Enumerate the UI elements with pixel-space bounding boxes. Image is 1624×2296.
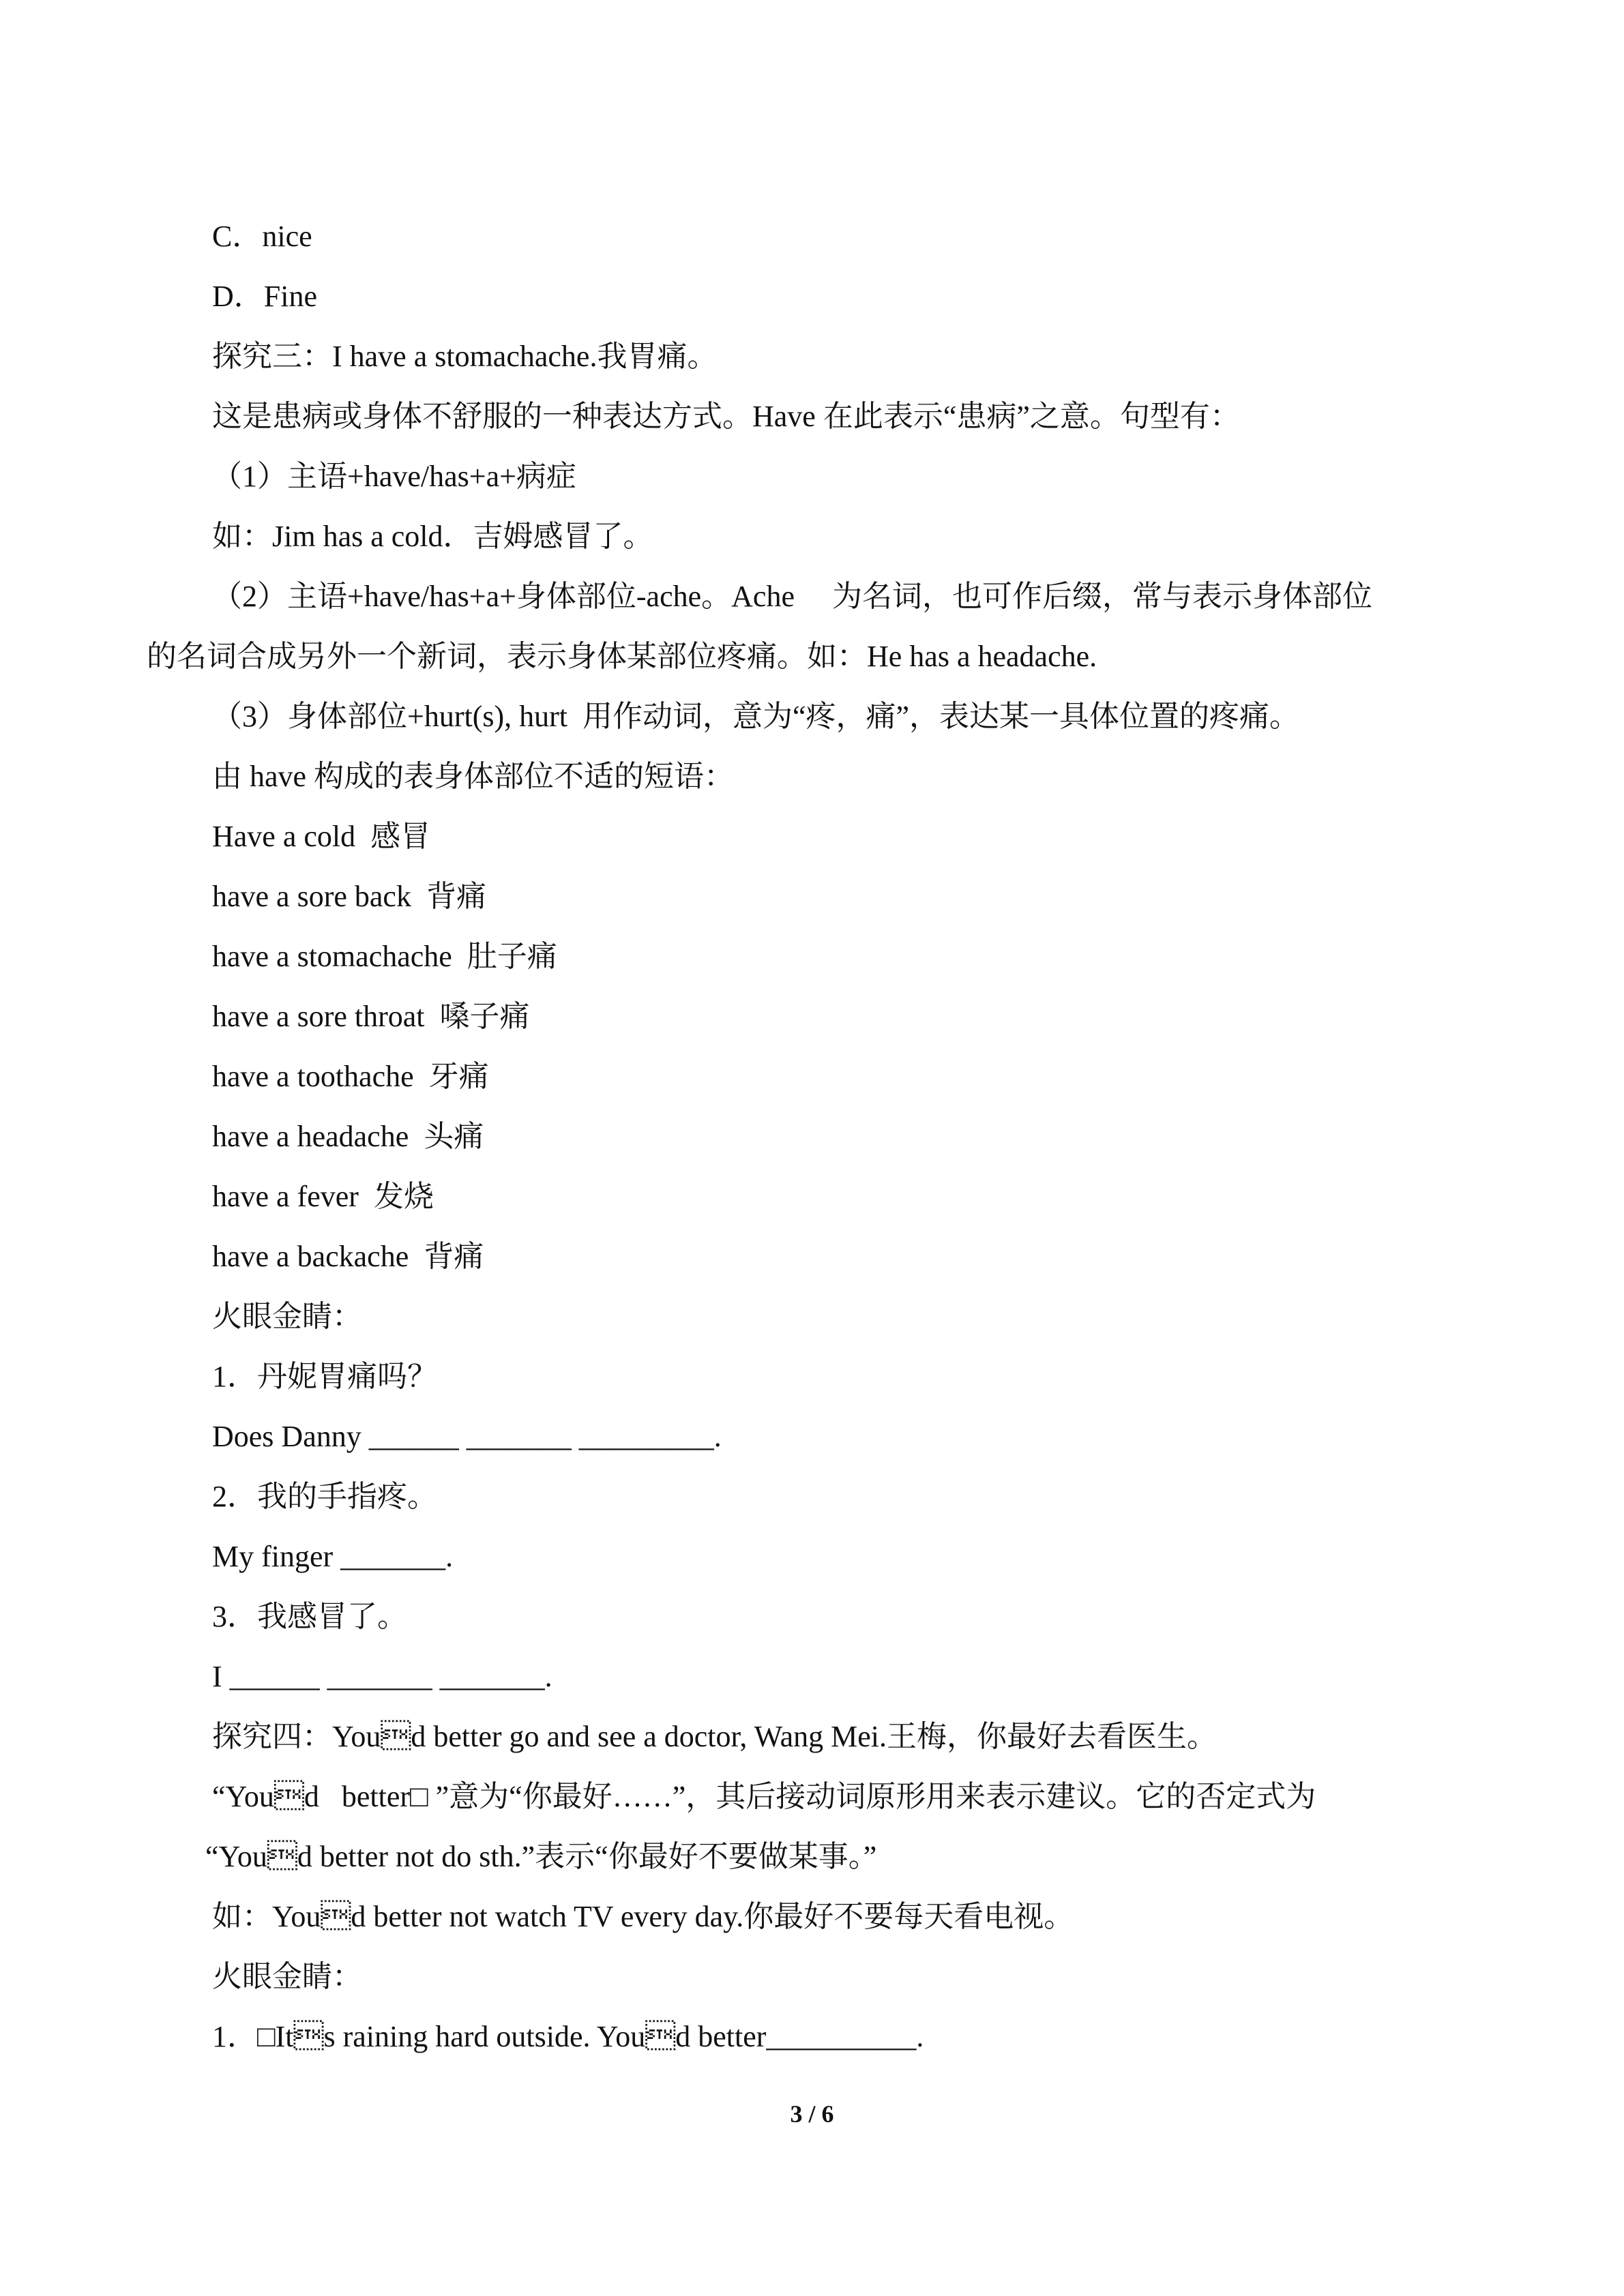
pattern-1-example: 如：Jim has a cold．吉姆感冒了。 bbox=[212, 520, 653, 553]
phrases-heading: 由 have 构成的表身体部位不适的短语： bbox=[212, 760, 735, 793]
section-4-explanation-continued: “Youd better not do sth.”表示“你最好不要做某事。” bbox=[205, 1840, 877, 1873]
exercise-blank: My finger _______. bbox=[212, 1540, 454, 1573]
exercise-heading: 火眼金睛： bbox=[212, 1300, 362, 1333]
section-4-example: 如：Youd better not watch TV every day.你最好不要每天看电视。 bbox=[212, 1900, 1074, 1933]
section-4-explanation: “Youd better□ ”意为“你最好……”，其后接动词原形用来表示建议。它的否定式为 bbox=[212, 1780, 1316, 1813]
phrase-item: have a headache 头痛 bbox=[212, 1120, 484, 1153]
exercise-blank: I ______ _______ _______. bbox=[212, 1660, 552, 1693]
exercise-blank: Does Danny ______ _______ _________. bbox=[212, 1420, 722, 1453]
phrase-item: have a backache 背痛 bbox=[212, 1240, 484, 1273]
phrase-item: have a toothache 牙痛 bbox=[212, 1060, 489, 1093]
exercise-prompt: 3．我感冒了。 bbox=[212, 1600, 407, 1633]
page-number: 3 / 6 bbox=[790, 2100, 834, 2128]
phrase-item: have a sore back 背痛 bbox=[212, 880, 486, 913]
exercise-prompt: 2．我的手指疼。 bbox=[212, 1480, 437, 1513]
phrase-item: Have a cold 感冒 bbox=[212, 820, 431, 853]
section-3-intro: 这是患病或身体不舒服的一种表达方式。Have 在此表示“患病”之意。句型有： bbox=[212, 400, 1240, 433]
exercise-blank: 1．□Its raining hard outside. Youd better__________. bbox=[212, 2020, 924, 2053]
pattern-2: （2）主语+have/has+a+身体部位-ache。Ache 为名词，也可作后缀，常与表示身体部位 bbox=[212, 580, 1372, 613]
pattern-2-continued: 的名词合成另外一个新词，表示身体某部位疼痛。如：He has a headache. bbox=[147, 640, 1097, 673]
phrase-item: have a fever 发烧 bbox=[212, 1180, 434, 1213]
option-c: C．nice bbox=[212, 220, 312, 253]
pattern-1: （1）主语+have/has+a+病症 bbox=[212, 460, 576, 493]
exercise-heading: 火眼金睛： bbox=[212, 1960, 362, 1993]
exercise-prompt: 1．丹妮胃痛吗？ bbox=[212, 1360, 437, 1393]
phrase-item: have a stomachache 肚子痛 bbox=[212, 940, 557, 973]
option-d: D．Fine bbox=[212, 280, 317, 313]
section-4-heading: 探究四：Youd better go and see a doctor, Wang Mei.王梅，你最好去看医生。 bbox=[212, 1720, 1217, 1753]
section-3-heading: 探究三：I have a stomachache.我胃痛。 bbox=[212, 340, 718, 373]
phrase-item: have a sore throat 嗓子痛 bbox=[212, 1000, 530, 1033]
pattern-3: （3）身体部位+hurt(s), hurt 用作动词，意为“疼，痛”，表达某一具体位置的疼痛。 bbox=[212, 700, 1300, 733]
page-content bbox=[147, 207, 1487, 2067]
